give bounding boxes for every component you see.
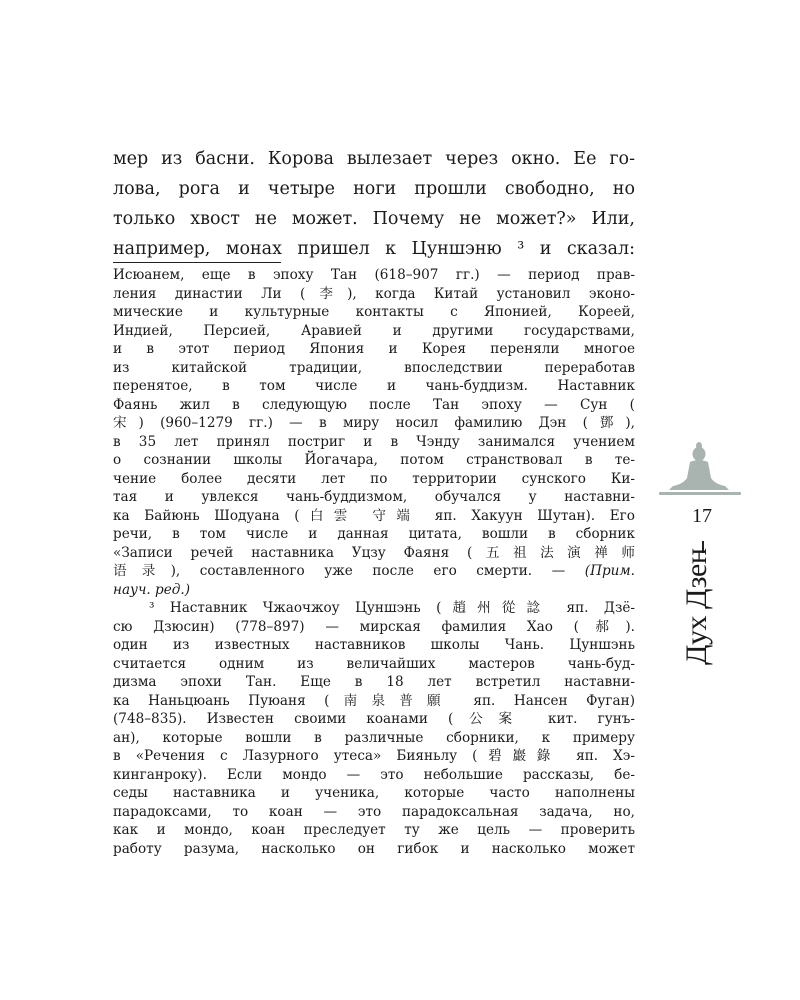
main-line: только хвост не может. Почему не может?» Или,	[113, 209, 635, 229]
footnote-line: кинганроку). Если мондо — это небольшие рассказы, бе-	[113, 766, 635, 783]
editor-note: (Прим.	[584, 563, 635, 579]
footnote-line: как и мондо, коан преследует ту же цель — проверить	[113, 822, 635, 838]
footnotes	[113, 266, 635, 858]
footnote-line: «Записи речей наставника Уцзу Фаяня (五祖法演禅师	[113, 544, 635, 561]
footnote-line: ³ Наставник Чжаочжоу Цуншэнь (趙州從諗 яп. Дзё-	[149, 600, 635, 616]
footnote-line: 宋) (960–1279 гг.) — в миру носил фамилию Дэн (鄧),	[113, 415, 635, 431]
footnote-line: ан), которые вошли в различные сборники, к примеру	[113, 729, 635, 746]
footnote-line: один из известных наставников школы Чань. Цуншэнь	[113, 637, 635, 653]
footnote-line: парадоксами, то коан — это парадоксальная задача, но,	[113, 803, 635, 820]
buddha-icon	[655, 440, 745, 500]
footnote-line: в 35 лет принял постриг и в Чэнду занимался учением	[113, 433, 635, 450]
footnote-line: Фаянь жил в следующую после Тан эпоху — Сун (	[113, 396, 635, 413]
footnote-line	[113, 581, 635, 600]
editor-note: науч. ред.)	[113, 581, 191, 598]
main-line: например, монах пришел к Цуншэню ³ и сказал:	[113, 239, 635, 259]
footnote-line: перенятое, в том числе и чань-буддизм. Наставник	[113, 378, 635, 394]
footnote-line: работу разума, насколько он гибок и насколько может	[113, 840, 635, 857]
footnote-line: ка Байюнь Шодуана (白雲 守端 яп. Хакуун Шутан). Его	[113, 507, 635, 524]
footnote-line: в «Речения с Лазурного утеса» Бияньлу (碧巖錄 яп. Хэ-	[113, 748, 635, 764]
main-line: лова, рога и четыре ноги прошли свободно, но	[113, 179, 635, 199]
footnote-line: считается одним из величайших мастеров чань-буд-	[113, 655, 635, 672]
footnote-separator	[113, 262, 281, 263]
footnote-line: ления династии Ли (李), когда Китай установил эконо-	[113, 285, 635, 302]
footnote-line: Индией, Персией, Аравией и другими государствами,	[113, 322, 635, 339]
footnote-line: и в этот период Япония и Корея переняли многое	[113, 341, 635, 357]
footnote-line: речи, в том числе и данная цитата, вошли в сборник	[113, 526, 635, 542]
footnote-line: сю Дзюсин) (778–897) — мирская фамилия Хао (郝).	[113, 618, 635, 635]
footnote-line: тая и увлекся чань-буддизмом, обучался у наставни-	[113, 489, 635, 505]
page-number: 17	[692, 505, 712, 527]
main-line: мер из басни. Корова вылезает через окно. Ее го-	[113, 149, 635, 169]
footnote-line: седы наставника и ученика, которые часто наполнены	[113, 785, 635, 801]
footnote-line: чение более десяти лет по территории сунского Ки-	[113, 470, 635, 487]
footnote-line: о сознании школы Йогачара, потом странствовал в те-	[113, 452, 635, 468]
footnote-text: 语录), составленного уже после его смерти. —	[113, 563, 585, 579]
footnote-line	[113, 562, 635, 581]
running-title: Дух Дзен	[680, 548, 713, 665]
footnote-line: дизма эпохи Тан. Еще в 18 лет встретил наставни-	[113, 674, 635, 690]
footnote-line: ка Наньцюань Пуюаня (南泉普願 яп. Нансен Фуган)	[113, 692, 635, 709]
footnote-line: Исюанем, еще в эпоху Тан (618–907 гг.) — период прав-	[113, 267, 635, 283]
footnote-line: (748–835). Известен своими коанами (公案 кит. гунъ-	[113, 711, 635, 727]
footnote-line: мические и культурные контакты с Японией, Кореей,	[113, 304, 635, 320]
main-text	[113, 144, 635, 264]
footnote-line: из китайской традиции, впоследствии переработав	[113, 359, 635, 376]
